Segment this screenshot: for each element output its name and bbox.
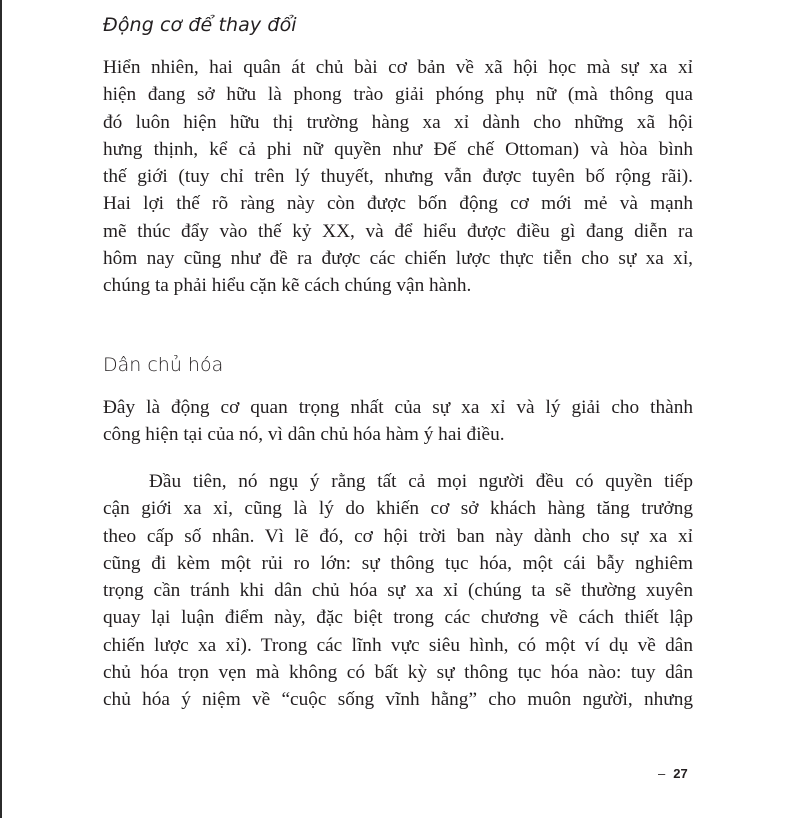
text-line: cũng đi kèm một rủi ro lớn: sự thông tục hóa, một cái bẫy nghiêm [103, 552, 693, 574]
text-line: chủ hóa ý niệm về “cuộc sống vĩnh hằng” cho muôn người, nhưng [103, 689, 693, 711]
page-number-dash: – [658, 766, 666, 781]
text-line: thế giới (tuy chỉ trên lý thuyết, nhưng vẫn được tuyên bố rộng rãi). [103, 166, 693, 188]
text-line: hiện đang sở hữu là phong trào giải phóng phụ nữ (mà thông qua [103, 84, 693, 106]
page-number [658, 766, 688, 781]
text-line: Hiển nhiên, hai quân át chủ bài cơ bản về xã hội học mà sự xa xỉ [103, 57, 693, 78]
text-line: hưng thịnh, kể cả phi nữ quyền như Đế chế Ottoman) và hòa bình [103, 138, 693, 160]
text-line: đó luôn hiện hữu thị trường hàng xa xỉ dành cho những xã hội [103, 111, 693, 133]
text-line: chúng ta phải hiểu cặn kẽ cách chúng vận hành. [103, 275, 472, 297]
paragraph-2 [103, 394, 693, 449]
page-left-edge [0, 0, 2, 818]
text-line: trọng cần tránh khi dân chủ hóa sự xa xỉ (chúng ta sẽ thường xuyên [103, 580, 693, 602]
paragraph-3 [103, 468, 693, 714]
text-line: theo cấp số nhân. Vì lẽ đó, cơ hội trời ban này dành cho sự xa xỉ [103, 525, 693, 547]
text-line: mẽ thúc đẩy vào thế kỷ XX, và để hiểu được điều gì đang diễn ra [103, 220, 693, 242]
text-line: quay lại luận điểm này, đặc biệt trong các chương về cách thiết lập [103, 607, 693, 629]
text-line: chủ hóa trọn vẹn mà không có bất kỳ sự thông tục hóa nào: tuy dân [103, 662, 693, 684]
page-number-value: 27 [673, 766, 688, 781]
text-line: cận giới xa xỉ, cũng là lý do khiến cơ sở khách hàng tăng trưởng [103, 498, 693, 520]
text-line: chiến lược xa xỉ). Trong các lĩnh vực siêu hình, có một ví dụ về dân [103, 634, 693, 656]
subheading-italic: Động cơ để thay đổi [103, 14, 297, 36]
section-heading: Dân chủ hóa [103, 354, 224, 376]
text-line: công hiện tại của nó, vì dân chủ hóa hàm ý hai điều. [103, 424, 505, 446]
text-line: Đầu tiên, nó ngụ ý rằng tất cả mọi người đều có quyền tiếp [149, 471, 693, 492]
paragraph-1 [103, 54, 693, 300]
text-line: Đây là động cơ quan trọng nhất của sự xa xỉ và lý giải cho thành [103, 397, 693, 418]
text-line: Hai lợi thế rõ ràng này còn được bốn động cơ mới mẻ và mạnh [103, 193, 693, 215]
text-line: hôm nay cũng như đề ra được các chiến lược thực tiễn cho sự xa xỉ, [103, 248, 693, 270]
